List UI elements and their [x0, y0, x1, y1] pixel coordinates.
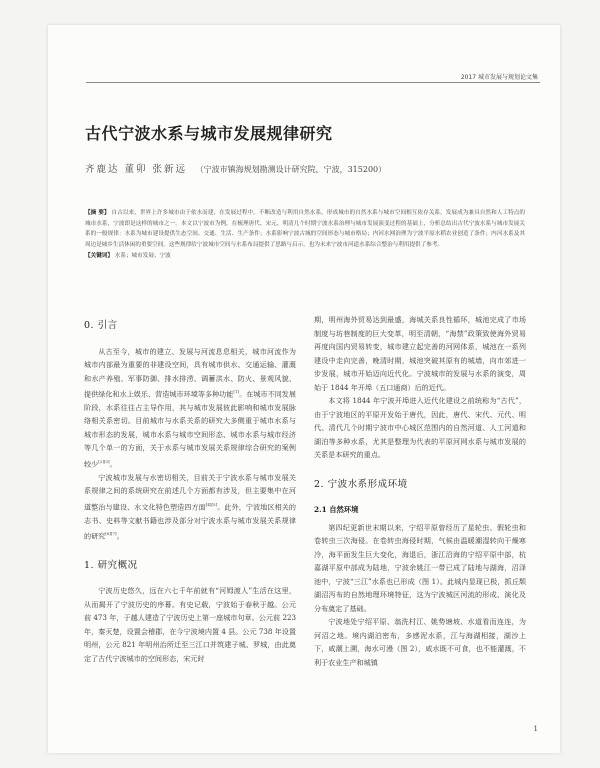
header-rule [86, 82, 540, 83]
document-page [48, 25, 560, 753]
left-column [84, 313, 296, 665]
abstract-text: 自古以来，世界上许多城市由于依水而建，在发展过程中，不断改造与利用自然水系，形成城市的自然水系与城市空间相互依存关系，发展成为兼具自然和人工特点的城市水系，宁波即是这样的城市之一。本文以宁波市为例，在梳理唐代、宋元、明清几个时期宁波水系治理与城市发展演变过程的基础上，分析总结出古代宁波水系与城市发展关系的一般规律：水系为城市建设提供生态空间、交通、生活、生产条件；水系影响宁波古城的空间形态与城市格局；内河水网治理为宁波平原水稻农业创造了条件；内河水系及其周边是城乡生活休闲的重要空间。这些规律给宁波城市空间与水系布局提供了思路与启示，也为未来宁波市河道水系综合整治与利用提供了参考。 [85, 210, 525, 249]
natural-paragraph-2: 宁波地处宁绍平原、翁洗村江、姚势塘坡、水道看而连连，为河沼之地。境内湖泊密布，多感泥水系，江与海湖相接，湖沙上下，咸潮上溯，海水可漫（图 2），咸水既不可食，也不能灌溉，不利于农业生产和城镇 [314, 617, 526, 667]
continued-paragraph: 期，明州海外贸易达到最盛，海城关系良性循环，城池完成了市场制度与坊巷制度的巨大变革，明至清朝，“海禁”政策致使海外贸易再度向国内贸易转变，城市建立起完善的河网体系，城池在一系列建设中走向完善，晚清时期，城池突破其原有的城墙，向市郊进一步发展，城市开始迈向近代化。宁波城市的发展与水系的演变，周始于 1844 年开埠（五口通商）后的近代。 [314, 315, 526, 392]
intro-paragraph-1: 从古至今，城市的建立、发展与河流息息相关，城市河流作为城市内部最为重要的非建设空间，具有城市供水、交通运输、灌溉和水产养殖、军事防御、排水排涝、调蓄洪水、防火、景观风貌、提供绿化和水上娱乐、营造城市环境等多种功能[1]。在城市不同发展阶段，水系往往占主导作用，其与城市发展彼此影响和城市发展脉络相关系密切。目前城市与水系关系的研究大多侧重于城市水系与城市形态的发展，城市水系与城市空间形态、城市水系与城市经济等几个单一的方面，关于水系与城市发展关系规律综合研究的案例较少[2][3]。 [84, 346, 297, 469]
intro-paragraph-1-text: 从古至今，城市的建立、发展与河流息息相关，城市河流作为城市内部最为重要的非建设空间，具有城市供水、交通运输、灌溉和水产养殖、军事防御、排水排涝、调蓄洪水、防火、景观风貌、提供绿化和水上娱乐、营造城市环境等多种功能 [84, 346, 296, 399]
intro-paragraph-2-text-b: 。此外，宁波地区相关的志书、史料等文献书籍也涉及部分对宁波水系与城市发展关系规律的研究 [84, 502, 297, 541]
article-title: 古代宁波水系与城市发展规律研究 [85, 124, 333, 143]
overview-paragraph-1: 宁波历史悠久，远在六七千年前就有“河姆渡人”生活在这里，从而揭开了宁波历史的序幕。有史记载，宁波始于春秋于越。公元前 473 年，于越人建造了宁波历史上第一座城市句章。公元前 223 年，秦灭楚，设置会稽郡，在今宁波境内置 4 县。公元 738 年设置明州，公元 821 年明州治所迁至三江口并筑建子城、罗城，由此奠定了古代宁波城市的空间形态，宋元时 [84, 586, 296, 663]
author-affiliation: （宁波市镇海规划勘测设计研究院，宁波，315200） [195, 165, 387, 174]
section-heading-intro: 0. 引言 [84, 320, 118, 331]
citation: [6][7] [105, 531, 117, 537]
abstract-label: 【摘 要】 [85, 210, 110, 216]
intro-paragraph-2: 宁波城市发展与水密切相关，目前关于宁波水系与城市发展关系规律之间的系统研究在前述几个方面都有涉及，但主要集中在河道整治与建设、水文化特色塑造四方面[4][5]。此外，宁波地区相关的志书、史料等文献书籍也涉及部分对宁波水系与城市发展关系规律的研究[6][7]。 [84, 472, 297, 541]
right-column [314, 313, 526, 669]
natural-paragraph-1: 第四纪更新世末期以来，宁绍平原曾经历了星轮虫、假轮虫和卷转虫三次海侵。在卷转虫海侵时期，气候由温暖潮湿转向干燥寒冷，海平面发生巨大变化，海退后，浙江沿海的宁绍平原中部，杭嘉湖平原中部成为陆地，宁波余姚江一带已成了陆地与湖海，沼泽池中，宁波“三江”水系也已形成（图 1）。此城内显现已极，抓丘颓湖沼泻布的自然地理环境特征，这为宁波城区河流的形成、演化及分布奠定了基础。 [314, 522, 526, 613]
section-heading-environment: 2. 宁波水系形成环境 [314, 478, 408, 490]
citation: [4][5] [205, 501, 218, 507]
intro-paragraph-2-text: 宁波城市发展与水密切相关，目前关于宁波水系与城市发展关系规律之间的系统研究在前述几个方面都有涉及，但主要集中在河道整治与建设、水文化特色塑造四方面 [84, 472, 296, 512]
citation: [1] [233, 389, 240, 394]
abstract-block [85, 208, 525, 262]
page-number: 1 [533, 725, 538, 733]
scope-paragraph: 本文将 1844 年宁波开埠进入近代化建设之前统称为“古代”，由于宁波地区的平原开发始于唐代，因此，唐代、宋代、元代、明代、清代几个时期宁波市中心城区范围内的自然河道、人工河道和湖泊等多种水系，尤其是整理为代表的平原河网水系与城市发展的关系是本研究的重点。 [314, 396, 526, 459]
keywords-label: 【关键词】 [85, 252, 113, 259]
subsection-heading-natural: 2.1 自然环境 [314, 505, 359, 514]
running-head: 2017 城市发展与规划论文集 [460, 74, 538, 81]
citation: [2][3] [98, 458, 110, 464]
author-names: 齐鹿达 董卯 张新远 [85, 164, 188, 175]
intro-paragraph-1-text-b: 。在城市不同发展阶段，水系往往占主导作用，其与城市发展彼此影响和城市发展脉络相关系密切。目前城市与水系关系的研究大多侧重于城市水系与城市形态的发展，城市水系与城市空间形态、城市水系与城市经济等几个单一的方面，关于水系与城市发展关系规律综合研究的案例较少 [84, 389, 297, 469]
keywords-text: 水系；城市发展；宁波 [114, 252, 171, 259]
section-heading-overview: 1. 研究概况 [84, 559, 138, 571]
author-line [85, 161, 535, 175]
